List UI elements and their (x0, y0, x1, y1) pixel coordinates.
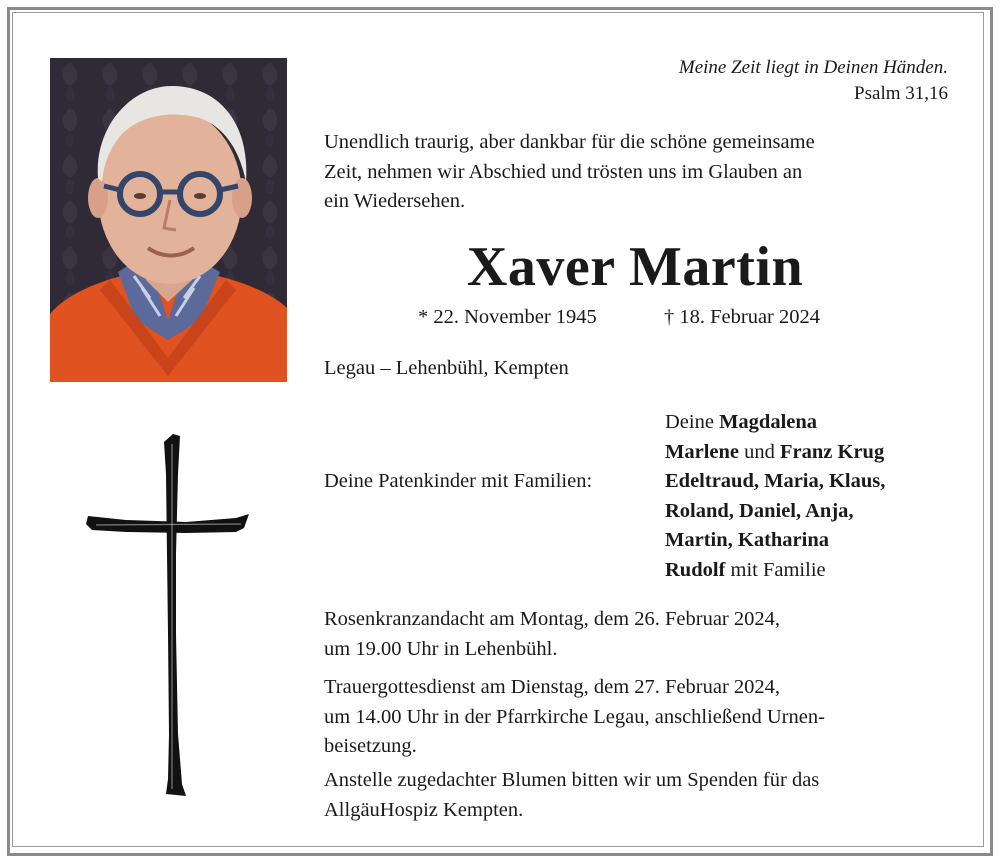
death-date: † 18. Februar 2024 (664, 306, 821, 328)
intro-line: ein Wiedersehen. (324, 190, 466, 212)
funeral-line: Trauergottesdienst am Dienstag, dem 27. Februar 2024, (324, 676, 781, 698)
cross-icon (86, 434, 252, 799)
portrait-photo (50, 58, 287, 382)
relative-conjunction: und (739, 440, 780, 463)
rosary-line: Rosenkranzandacht am Montag, dem 26. Februar 2024, (324, 608, 781, 630)
bible-reference: Psalm 31,16 (854, 83, 948, 104)
birth-date: * 22. November 1945 (418, 306, 597, 328)
intro-text (324, 128, 815, 217)
relative-line (665, 497, 885, 527)
funeral-info (324, 673, 825, 762)
relative-line (665, 526, 885, 556)
intro-line: Zeit, nehmen wir Abschied und trösten uns im Glauben an (324, 160, 803, 183)
intro-line: Unendlich traurig, aber dankbar für die schöne gemeinsame (324, 131, 815, 153)
relative-name: Franz Krug (780, 440, 885, 463)
relative-name: Roland, Daniel, Anja, (665, 499, 854, 522)
funeral-line: beisetzung. (324, 735, 417, 757)
places: Legau – Lehenbühl, Kempten (324, 357, 569, 379)
rosary-info (324, 605, 780, 664)
funeral-line: um 14.00 Uhr in der Pfarrkirche Legau, anschließend Urnen- (324, 705, 825, 728)
relative-name: Marlene (665, 440, 739, 463)
relative-name: Rudolf (665, 558, 726, 581)
relative-name: Edeltraud, Maria, Klaus, (665, 470, 886, 492)
relative-name: Magdalena (719, 411, 818, 433)
relative-line (665, 556, 885, 586)
deceased-name: Xaver Martin (466, 236, 804, 298)
relative-name: Martin, Katharina (665, 529, 829, 551)
bible-quote: Meine Zeit liegt in Deinen Händen. (678, 57, 948, 78)
relative-line (665, 408, 885, 438)
donation-info (324, 766, 819, 825)
donation-line: Anstelle zugedachter Blumen bitten wir um Spenden für das (324, 769, 820, 791)
relative-prefix: Deine (665, 411, 720, 433)
patenkinder-label: Deine Patenkinder mit Familien: (324, 470, 593, 492)
relative-suffix: mit Familie (725, 558, 826, 581)
relative-line (665, 438, 885, 468)
relatives-list (665, 408, 885, 585)
donation-line: AllgäuHospiz Kempten. (324, 798, 524, 821)
relative-line (665, 467, 885, 497)
rosary-line: um 19.00 Uhr in Lehenbühl. (324, 637, 558, 660)
